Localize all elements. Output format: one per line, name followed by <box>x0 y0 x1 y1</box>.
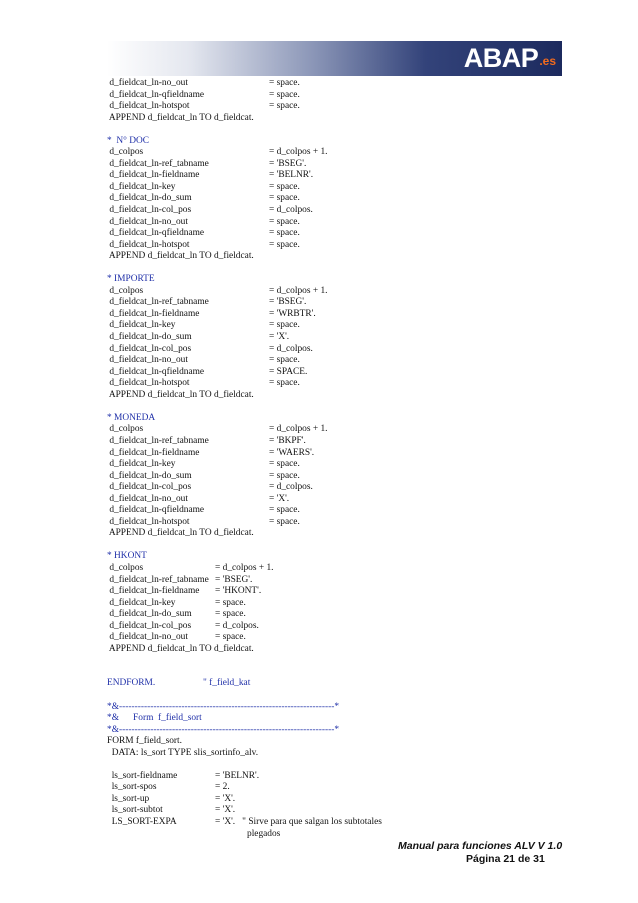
code-statement: d_fieldcat_ln-qfieldname <box>107 228 205 239</box>
code-statement: d_fieldcat_ln-hotspot <box>107 101 190 112</box>
code-line <box>107 609 577 621</box>
code-statement: d_fieldcat_ln-no_out <box>107 493 188 504</box>
code-value: = 'X'. <box>269 332 290 343</box>
code-statement: d_colpos <box>107 285 144 296</box>
code-line <box>107 424 577 436</box>
blank-line <box>107 667 577 679</box>
code-value: = space. <box>269 228 300 239</box>
code-line <box>107 378 577 390</box>
code-line <box>107 390 577 402</box>
code-line <box>107 147 577 159</box>
code-line <box>107 782 577 794</box>
code-line <box>107 725 577 737</box>
code-value: = space. <box>269 89 300 100</box>
blank-line <box>107 690 577 702</box>
code-line <box>107 621 577 633</box>
logo-suffix: .es <box>539 54 556 68</box>
code-statement: d_fieldcat_ln-fieldname <box>107 447 200 458</box>
code-statement: FORM f_field_sort. <box>107 736 182 747</box>
code-value: = 'WRBTR'. <box>269 308 316 319</box>
code-line <box>107 817 577 829</box>
blank-line <box>107 263 577 275</box>
code-value: plegados <box>247 828 281 839</box>
code-line <box>107 228 577 240</box>
code-statement: d_fieldcat_ln-ref_tabname <box>107 435 209 446</box>
code-value: = 'BSEG'. <box>269 297 307 308</box>
code-statement: d_fieldcat_ln-qfieldname <box>107 89 205 100</box>
code-statement: d_fieldcat_ln-hotspot <box>107 378 190 389</box>
code-line <box>107 309 577 321</box>
code-line <box>107 517 577 529</box>
code-statement: DATA: ls_sort TYPE slis_sortinfo_alv. <box>107 747 259 758</box>
code-statement: ls_sort-subtot <box>107 805 163 816</box>
code-statement: APPEND d_fieldcat_ln TO d_fieldcat. <box>107 112 254 123</box>
code-statement: d_fieldcat_ln-do_sum <box>107 609 192 620</box>
code-line <box>107 332 577 344</box>
code-statement: ENDFORM. <box>107 678 156 689</box>
code-value: = space. <box>269 378 300 389</box>
code-statement: *&---------------------------------------------------------------------* <box>107 701 340 712</box>
code-statement: *& Form f_field_sort <box>107 713 202 724</box>
code-value: = space. <box>269 181 300 192</box>
code-statement: d_fieldcat_ln-hotspot <box>107 239 190 250</box>
code-statement: APPEND d_fieldcat_ln TO d_fieldcat. <box>107 528 254 539</box>
code-line <box>107 528 577 540</box>
code-line <box>107 286 577 298</box>
code-line <box>107 829 577 841</box>
code-statement: d_fieldcat_ln-no_out <box>107 632 188 643</box>
code-statement: * IMPORTE <box>107 274 155 285</box>
code-value: = 'BELNR'. <box>215 770 260 781</box>
code-statement: d_fieldcat_ln-fieldname <box>107 308 200 319</box>
code-line <box>107 702 577 714</box>
code-line <box>107 644 577 656</box>
code-line <box>107 482 577 494</box>
code-line <box>107 413 577 425</box>
code-value: = d_colpos + 1. <box>269 147 328 158</box>
code-line <box>107 736 577 748</box>
code-value: = 'BSEG'. <box>269 158 307 169</box>
code-line <box>107 205 577 217</box>
code-statement: d_fieldcat_ln-fieldname <box>107 586 200 597</box>
code-line <box>107 193 577 205</box>
code-line <box>107 170 577 182</box>
code-statement: ls_sort-spos <box>107 782 157 793</box>
code-statement: d_fieldcat_ln-do_sum <box>107 470 192 481</box>
code-statement: d_fieldcat_ln-col_pos <box>107 482 192 493</box>
code-statement: d_fieldcat_ln-key <box>107 459 176 470</box>
code-line <box>107 794 577 806</box>
code-statement: d_fieldcat_ln-hotspot <box>107 516 190 527</box>
blank-line <box>107 124 577 136</box>
code-statement: d_fieldcat_ln-qfieldname <box>107 505 205 516</box>
code-line <box>107 217 577 229</box>
code-value: = SPACE. <box>269 366 308 377</box>
code-value: = space. <box>269 459 300 470</box>
code-line <box>107 632 577 644</box>
code-value: = space. <box>269 320 300 331</box>
code-line <box>107 136 577 148</box>
code-line <box>107 471 577 483</box>
code-value: = space. <box>269 516 300 527</box>
code-value: = d_colpos. <box>269 343 313 354</box>
code-line <box>107 448 577 460</box>
code-line <box>107 586 577 598</box>
code-value: = space. <box>269 193 300 204</box>
code-statement: d_colpos <box>107 147 144 158</box>
code-value: = d_colpos + 1. <box>215 562 274 573</box>
code-statement: d_fieldcat_ln-key <box>107 597 176 608</box>
code-line <box>107 78 577 90</box>
code-value: = space. <box>269 355 300 366</box>
code-line <box>107 598 577 610</box>
code-statement: d_fieldcat_ln-ref_tabname <box>107 158 209 169</box>
code-value: = d_colpos. <box>269 482 313 493</box>
code-value: = 'BSEG'. <box>215 574 253 585</box>
code-statement: d_fieldcat_ln-no_out <box>107 216 188 227</box>
code-line <box>107 355 577 367</box>
abap-logo <box>464 44 556 73</box>
code-statement: *&---------------------------------------------------------------------* <box>107 724 340 735</box>
code-line <box>107 90 577 102</box>
footer-manual-title: Manual para funciones ALV V 1.0 <box>398 840 563 852</box>
code-line <box>107 274 577 286</box>
code-statement: d_fieldcat_ln-key <box>107 320 176 331</box>
code-listing <box>107 78 577 840</box>
code-statement: d_fieldcat_ln-col_pos <box>107 205 192 216</box>
code-statement: APPEND d_fieldcat_ln TO d_fieldcat. <box>107 389 254 400</box>
code-value: = 'WAERS'. <box>269 447 315 458</box>
code-line <box>107 563 577 575</box>
code-line <box>107 297 577 309</box>
blank-line <box>107 540 577 552</box>
code-statement: d_fieldcat_ln-fieldname <box>107 170 200 181</box>
code-value: = space. <box>215 597 246 608</box>
code-statement: d_fieldcat_ln-do_sum <box>107 193 192 204</box>
code-value: = 'X'. <box>215 793 236 804</box>
code-line <box>107 101 577 113</box>
code-statement: APPEND d_fieldcat_ln TO d_fieldcat. <box>107 643 254 654</box>
code-value: = space. <box>269 101 300 112</box>
code-value: = space. <box>269 216 300 227</box>
code-statement: d_fieldcat_ln-col_pos <box>107 620 192 631</box>
code-line <box>107 113 577 125</box>
code-statement: APPEND d_fieldcat_ln TO d_fieldcat. <box>107 251 254 262</box>
code-line <box>107 320 577 332</box>
code-line <box>107 344 577 356</box>
code-value: = 'BKPF'. <box>269 435 306 446</box>
logo-text: ABAP <box>463 43 539 73</box>
code-line <box>107 159 577 171</box>
code-line <box>107 182 577 194</box>
code-value: " f_field_kat <box>203 678 251 689</box>
code-statement: LS_SORT-EXPA <box>107 817 177 827</box>
code-statement: d_fieldcat_ln-no_out <box>107 355 188 366</box>
code-line <box>107 805 577 817</box>
code-value: = 'X'. <box>215 805 236 816</box>
code-line <box>107 713 577 725</box>
code-line <box>107 240 577 252</box>
code-value: = space. <box>269 470 300 481</box>
code-value: = 'BELNR'. <box>269 170 314 181</box>
code-value: = space. <box>269 78 300 88</box>
code-line <box>107 505 577 517</box>
code-statement: d_fieldcat_ln-col_pos <box>107 343 192 354</box>
code-statement: * N° DOC <box>107 135 150 146</box>
code-line <box>107 494 577 506</box>
code-statement: * MONEDA <box>107 412 156 423</box>
code-statement: * HKONT <box>107 551 147 562</box>
code-value: = space. <box>269 505 300 516</box>
blank-line <box>107 759 577 771</box>
code-value: = d_colpos. <box>269 205 313 216</box>
code-line <box>107 748 577 760</box>
code-value: = d_colpos + 1. <box>269 285 328 296</box>
code-value: = d_colpos. <box>215 620 259 631</box>
code-line <box>107 678 577 690</box>
code-line <box>107 436 577 448</box>
code-value: = space. <box>215 632 246 643</box>
code-line <box>107 575 577 587</box>
code-line <box>107 551 577 563</box>
code-statement: d_fieldcat_ln-ref_tabname <box>107 574 209 585</box>
code-value: = 'X'. " Sirve para que salgan los subtotales <box>215 817 382 827</box>
code-statement: d_fieldcat_ln-no_out <box>107 78 188 88</box>
code-value: = d_colpos + 1. <box>269 424 328 435</box>
code-statement: d_fieldcat_ln-key <box>107 181 176 192</box>
code-line <box>107 251 577 263</box>
code-line <box>107 367 577 379</box>
code-line <box>107 771 577 783</box>
blank-line <box>107 401 577 413</box>
code-statement: ls_sort-up <box>107 793 150 804</box>
code-statement: d_fieldcat_ln-do_sum <box>107 332 192 343</box>
code-statement: ls_sort-fieldname <box>107 770 178 781</box>
code-statement: d_colpos <box>107 562 144 573</box>
code-value: = 'X'. <box>269 493 290 504</box>
code-line <box>107 459 577 471</box>
code-statement: d_fieldcat_ln-qfieldname <box>107 366 205 377</box>
code-value: = space. <box>215 609 246 620</box>
code-value: = 'HKONT'. <box>215 586 262 597</box>
code-value: = 2. <box>215 782 230 793</box>
code-value: = space. <box>269 239 300 250</box>
header-banner <box>107 41 562 76</box>
blank-line <box>107 655 577 667</box>
code-statement: d_fieldcat_ln-ref_tabname <box>107 297 209 308</box>
footer-page-number: Página 21 de 31 <box>466 853 545 865</box>
code-statement: d_colpos <box>107 424 144 435</box>
